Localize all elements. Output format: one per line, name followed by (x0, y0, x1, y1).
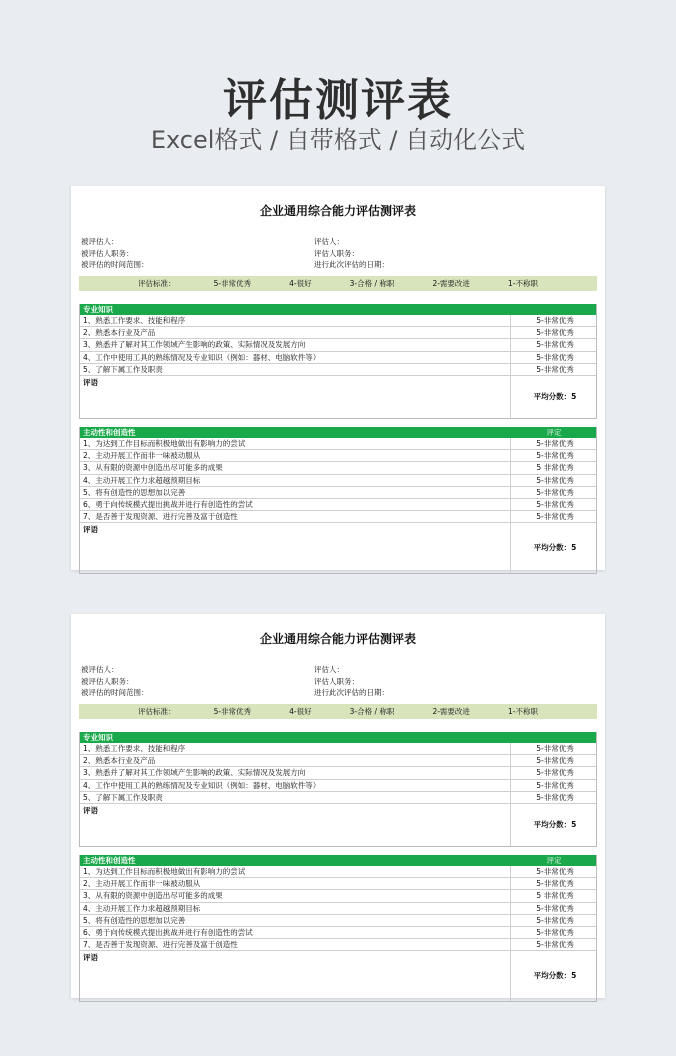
criterion-text: 5、了解下属工作及职责 (83, 364, 163, 374)
criterion-score: 5-非常优秀 (510, 767, 599, 778)
criterion-text: 4、工作中使用工具的熟练情况及专业知识（例如：器材、电脑软件等） (83, 352, 321, 362)
criterion-text: 5、将有创造性的思想加以完善 (83, 915, 186, 925)
section-title: 主动性和创造性 (83, 856, 136, 865)
table-row (80, 315, 596, 327)
table-row (80, 939, 596, 951)
criterion-text: 1、为达到工作目标而积极地做出有影响力的尝试 (83, 867, 246, 876)
rating-scale-item: 评估标准： (138, 707, 176, 716)
info-right-field: 评估人： (314, 665, 344, 674)
table-row (80, 450, 596, 462)
rating-scale-item: 3-合格 / 称职 (349, 279, 395, 288)
comment-label: 评语 (83, 953, 98, 963)
info-right-field: 评估人职务： (314, 676, 359, 686)
criterion-text: 6、勇于向传统模式提出挑战并进行有创造性的尝试 (83, 927, 253, 937)
criterion-text: 1、熟悉工作要求、技能和程序 (83, 744, 186, 753)
sheet-preview-1 (71, 186, 605, 570)
info-left-field: 被评估人职务： (81, 676, 134, 686)
rating-scale (79, 276, 597, 291)
table-row (80, 511, 596, 523)
criterion-text: 2、主动开展工作而非一味被动服从 (83, 451, 201, 461)
rating-scale-item: 1-不称职 (507, 279, 538, 288)
info-right-field: 评估人职务： (314, 248, 359, 258)
average-cell (510, 523, 599, 573)
comment-row (80, 804, 596, 846)
criterion-score: 5-非常优秀 (510, 327, 599, 338)
average-score: 平均分数：5 (533, 819, 577, 829)
criterion-text: 7、是否善于发现资源、进行完善及富于创造性 (83, 940, 238, 950)
comment-row (80, 523, 596, 573)
criterion-score: 5-非常优秀 (510, 866, 599, 877)
criterion-score: 5 非常优秀 (510, 462, 599, 473)
section1-table (79, 304, 597, 419)
average-score: 平均分数：5 (533, 391, 577, 401)
section-title: 专业知识 (83, 733, 113, 742)
info-left (81, 236, 149, 271)
criterion-score: 5-非常优秀 (510, 755, 599, 766)
criterion-text: 1、为达到工作目标而积极地做出有影响力的尝试 (83, 439, 246, 448)
comment-label: 评语 (83, 805, 98, 815)
table-row (80, 927, 596, 939)
section2-table (79, 427, 597, 574)
criterion-score: 5-非常优秀 (510, 499, 599, 510)
table-row (80, 462, 596, 474)
comment-row (80, 376, 596, 418)
table-row (80, 339, 596, 351)
table-row (80, 327, 596, 339)
criterion-text: 7、是否善于发现资源、进行完善及富于创造性 (83, 512, 238, 522)
section-title: 专业知识 (83, 305, 113, 314)
rating-scale-item: 3-合格 / 称职 (349, 707, 395, 716)
section2-header (80, 427, 596, 438)
criterion-score: 5-非常优秀 (510, 903, 599, 914)
rating-scale-item: 1-不称职 (507, 707, 538, 716)
criterion-score: 5-非常优秀 (510, 927, 599, 938)
criterion-text: 6、勇于向传统模式提出挑战并进行有创造性的尝试 (83, 499, 253, 509)
criterion-score: 5-非常优秀 (510, 743, 599, 754)
info-right (314, 664, 389, 699)
criterion-text: 3、熟悉并了解对其工作领域产生影响的政策、实际情况及发展方向 (83, 768, 306, 778)
section1-header (80, 732, 596, 743)
rating-scale-item: 2-需要改进 (432, 707, 470, 716)
criterion-score: 5-非常优秀 (510, 352, 599, 363)
criterion-text: 1、熟悉工作要求、技能和程序 (83, 316, 186, 325)
table-row (80, 915, 596, 927)
criterion-score: 5 非常优秀 (510, 890, 599, 901)
rating-scale-item: 5-非常优秀 (213, 279, 252, 288)
criterion-text: 5、将有创造性的思想加以完善 (83, 487, 186, 497)
rating-scale-item: 2-需要改进 (432, 279, 470, 288)
comment-label: 评语 (83, 525, 98, 535)
criterion-score: 5-非常优秀 (510, 915, 599, 926)
info-right (314, 236, 389, 271)
criterion-text: 2、主动开展工作而非一味被动服从 (83, 879, 201, 889)
table-row (80, 792, 596, 804)
table-row (80, 878, 596, 890)
section-title: 主动性和创造性 (83, 428, 136, 437)
info-right-field: 进行此次评估的日期： (314, 688, 389, 697)
table-row (80, 438, 596, 450)
criterion-score: 5-非常优秀 (510, 487, 599, 498)
criterion-score: 5-非常优秀 (510, 792, 599, 803)
section1-header (80, 304, 596, 315)
criterion-score: 5-非常优秀 (510, 878, 599, 889)
criterion-score: 5-非常优秀 (510, 339, 599, 350)
criterion-text: 4、主动开展工作力求超越预期目标 (83, 475, 201, 485)
criterion-text: 3、熟悉并了解对其工作领域产生影响的政策、实际情况及发展方向 (83, 340, 306, 350)
table-row (80, 487, 596, 499)
rating-scale-item: 5-非常优秀 (213, 707, 252, 716)
table-row (80, 903, 596, 915)
criterion-score: 5-非常优秀 (510, 438, 599, 449)
criterion-text: 3、从有限的资源中创造出尽可能多的成果 (83, 463, 223, 473)
info-left-field: 被评估的时间范围： (81, 688, 149, 697)
criterion-score: 5-非常优秀 (510, 475, 599, 486)
criterion-score: 5-非常优秀 (510, 511, 599, 522)
rating-scale-item: 4-很好 (289, 279, 312, 288)
hero-subtitle: Excel格式 / 自带格式 / 自动化公式 (150, 126, 526, 154)
table-row (80, 743, 596, 755)
info-left-field: 被评估的时间范围： (81, 260, 149, 269)
average-cell (510, 376, 599, 418)
criterion-score: 5-非常优秀 (510, 315, 599, 326)
score-header: 评定 (546, 428, 562, 437)
rating-scale-item: 评估标准： (138, 279, 176, 288)
table-row (80, 755, 596, 767)
criterion-score: 5-非常优秀 (510, 939, 599, 950)
comment-row (80, 951, 596, 1001)
table-row (80, 499, 596, 511)
table-row (80, 364, 596, 376)
criterion-text: 2、熟悉本行业及产品 (83, 756, 156, 766)
average-score: 平均分数：5 (533, 543, 577, 553)
table-row (80, 352, 596, 364)
criterion-score: 5-非常优秀 (510, 364, 599, 375)
criterion-text: 4、工作中使用工具的熟练情况及专业知识（例如：器材、电脑软件等） (83, 780, 321, 790)
table-row (80, 890, 596, 902)
criterion-score: 5-非常优秀 (510, 450, 599, 461)
comment-label: 评语 (83, 377, 98, 387)
info-right-field: 评估人： (314, 237, 344, 246)
sheet-title: 企业通用综合能力评估测评表 (259, 632, 416, 646)
average-cell (510, 804, 599, 846)
table-row (80, 780, 596, 792)
criterion-text: 2、熟悉本行业及产品 (83, 328, 156, 338)
table-row (80, 866, 596, 878)
average-score: 平均分数：5 (533, 971, 577, 981)
criterion-text: 4、主动开展工作力求超越预期目标 (83, 903, 201, 913)
score-header: 评定 (546, 856, 562, 865)
section2-table (79, 855, 597, 1002)
criterion-text: 5、了解下属工作及职责 (83, 792, 163, 802)
rating-scale (79, 704, 597, 719)
info-left-field: 被评估人： (81, 665, 119, 674)
criterion-text: 3、从有限的资源中创造出尽可能多的成果 (83, 891, 223, 901)
average-cell (510, 951, 599, 1001)
rating-scale-item: 4-很好 (289, 707, 312, 716)
info-left-field: 被评估人： (81, 237, 119, 246)
info-right-field: 进行此次评估的日期： (314, 260, 389, 269)
hero-title: 评估测评表 (223, 75, 453, 126)
sheet-preview-2 (71, 614, 605, 998)
section1-table (79, 732, 597, 847)
criterion-score: 5-非常优秀 (510, 780, 599, 791)
info-left (81, 664, 149, 699)
table-row (80, 475, 596, 487)
section2-header (80, 855, 596, 866)
table-row (80, 767, 596, 779)
sheet-title: 企业通用综合能力评估测评表 (259, 204, 416, 218)
info-left-field: 被评估人职务： (81, 248, 134, 258)
